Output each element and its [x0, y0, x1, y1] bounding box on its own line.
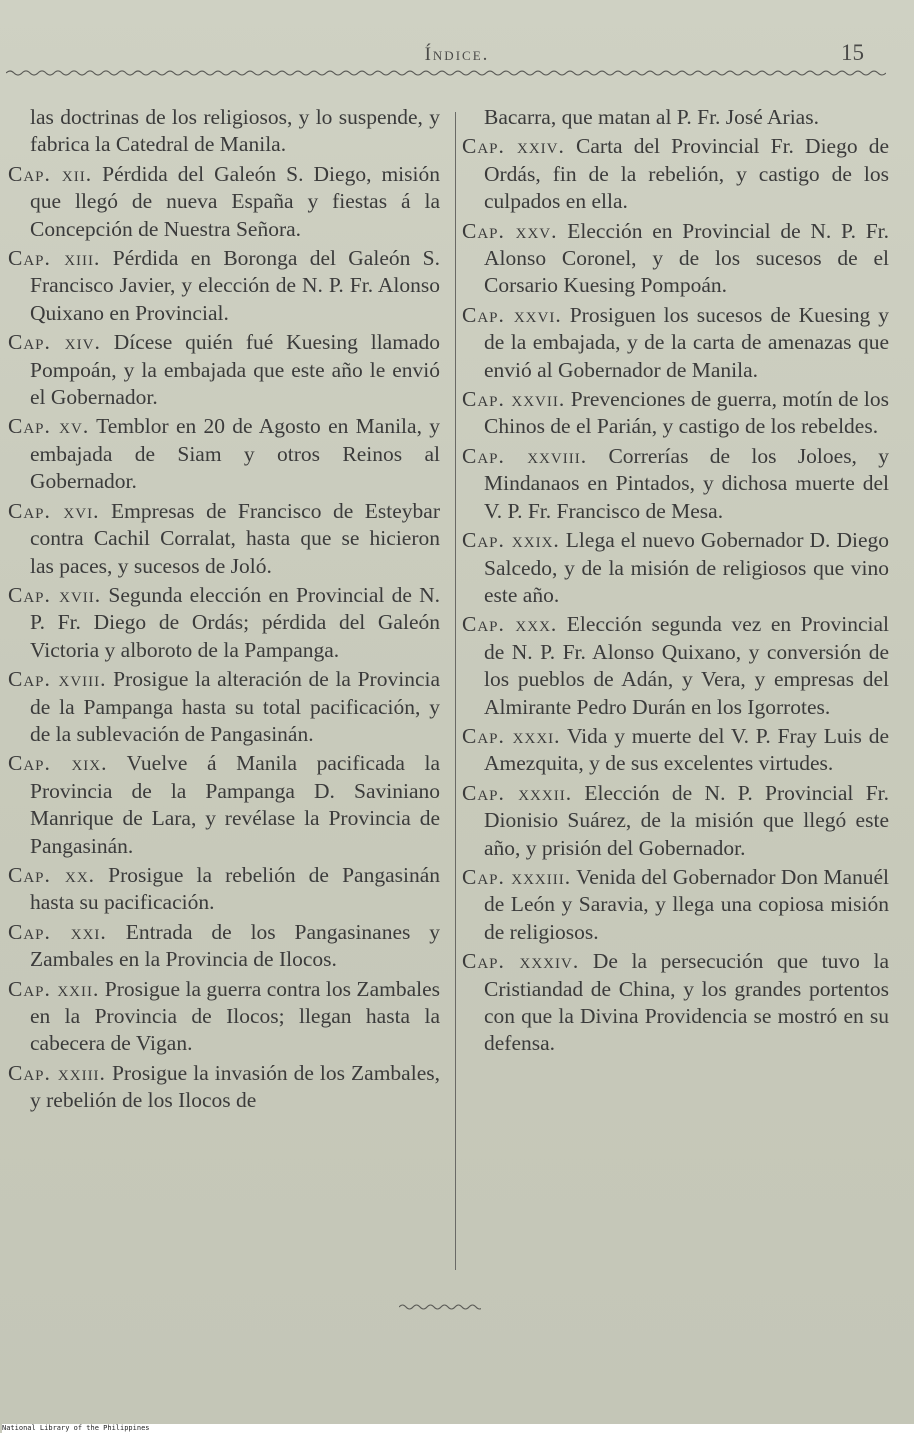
header-ornamental-rule	[6, 68, 886, 78]
chapter-label: Cap. xiii.	[8, 246, 101, 271]
index-entry	[8, 245, 441, 327]
chapter-label: Cap. xix.	[8, 751, 108, 776]
chapter-label: Cap. xviii.	[8, 667, 107, 692]
chapter-label: Cap. xxxiv.	[462, 949, 580, 974]
chapter-description: Elección en Provincial de N. P. Fr. Alonso Coronel, y de los sucesos de el Corsario Kuesing Pompoán.	[484, 218, 890, 298]
index-entry	[8, 862, 440, 917]
index-entry	[462, 611, 889, 721]
chapter-description: Prosigue la alteración de la Provincia de la Pampanga hasta su total pacificación, y de la sublevación de Pangasinán.	[30, 667, 440, 746]
chapter-label: Cap. xiv.	[8, 330, 101, 355]
chapter-label: Cap. xxi.	[8, 919, 107, 944]
chapter-label: Cap. xxxii.	[462, 780, 573, 805]
chapter-description: Segunda elección en Provincial de N. P. Fr. Diego de Ordás; pérdida del Galeón Victoria y alboroto de la Pampanga.	[30, 582, 441, 662]
index-entry	[462, 386, 889, 441]
index-entry	[8, 161, 440, 243]
chapter-label: Cap. xxiv.	[462, 134, 565, 159]
chapter-description: Venida del Gobernador Don Manuél de León y Saravia, y llega una copiosa misión de religiosos.	[484, 864, 890, 944]
chapter-description: Prosigue la invasión de los Zambales, y rebelión de los Ilocos de	[30, 1060, 440, 1113]
index-entry	[484, 104, 889, 131]
index-entry	[8, 498, 440, 580]
chapter-description: Temblor en 20 de Agosto en Manila, y embajada de Siam y otros Reinos al Gobernador.	[30, 414, 440, 494]
chapter-description: Llega el nuevo Gobernador D. Diego Salcedo, y de la misión de religiosos que vino este año.	[484, 528, 889, 607]
chapter-description: Pérdida en Boronga del Galeón S. Francisco Javier, y elección de N. P. Fr. Alonso Quixano en Provincial.	[30, 246, 441, 325]
chapter-label: Cap. xxii.	[8, 976, 100, 1001]
chapter-description: Bacarra, que matan al P. Fr. José Arias.	[484, 105, 819, 129]
chapter-description: Vuelve á Manila pacificada la Provincia de la Pampanga D. Saviniano Manrique de Lara, y revélase la Provincia de Pangasinán.	[30, 751, 440, 858]
right-column	[462, 104, 890, 1060]
page-number: 15	[841, 40, 864, 65]
chapter-description: Dícese quién fué Kuesing llamado Pompoán, y la embajada que este año le envió el Gobernador.	[30, 330, 440, 410]
chapter-description: las doctrinas de los religiosos, y lo suspende, y fabrica la Catedral de Manila.	[30, 105, 440, 157]
chapter-description: Prosiguen los sucesos de Kuesing y de la embajada, y de la carta de amenazas que envió al Gobernador de Manila.	[484, 302, 890, 382]
index-entry	[8, 1060, 440, 1115]
index-entry	[8, 329, 440, 411]
chapter-description: Correrías de los Joloes, y Mindanaos en Pintados, y dichosa muerte del V. P. Fr. Francisco de Mesa.	[484, 443, 890, 523]
chapter-description: Vida y muerte del V. P. Fray Luis de Amezquita, y de sus excelentes virtudes.	[484, 723, 889, 776]
chapter-label: Cap. xxxi.	[462, 723, 561, 748]
index-entry	[8, 750, 440, 860]
chapter-label: Cap. xvi.	[8, 498, 100, 523]
chapter-description: Prevenciones de guerra, motín de los Chinos de el Parián, y castigo de los rebeldes.	[484, 387, 889, 439]
chapter-label: Cap. xxxiii.	[462, 864, 572, 889]
chapter-label: Cap. xxix.	[462, 528, 560, 553]
running-header-title: Índice.	[424, 44, 490, 65]
chapter-description: Empresas de Francisco de Esteybar contra Cachil Corralat, hasta que se hicieron las paces, y sucesos de Joló.	[30, 498, 440, 578]
index-entry	[462, 948, 889, 1058]
left-column	[8, 104, 441, 1117]
index-entry	[462, 443, 890, 525]
index-entry	[462, 864, 890, 946]
index-entry	[462, 218, 890, 300]
library-credit: National Library of the Philippines	[2, 1424, 914, 1433]
index-entry	[462, 302, 890, 384]
index-entry	[462, 780, 890, 862]
chapter-label: Cap. xxv.	[462, 218, 558, 243]
index-entry	[462, 527, 889, 609]
index-entry	[8, 919, 440, 974]
chapter-description: Prosigue la rebelión de Pangasinán hasta su pacificación.	[30, 862, 440, 915]
index-entry	[8, 582, 441, 664]
footer-ornamental-rule	[399, 1302, 481, 1312]
chapter-label: Cap. xxvii.	[462, 387, 566, 412]
chapter-description: Prosigue la guerra contra los Zambales en la Provincia de Ilocos; llegan hasta la cabecera de Vigan.	[30, 976, 441, 1056]
chapter-label: Cap. xxx.	[462, 612, 558, 637]
chapter-label: Cap. xxvi.	[462, 302, 562, 327]
index-entry	[8, 413, 440, 495]
chapter-label: Cap. xvii.	[8, 582, 102, 607]
chapter-description: Elección segunda vez en Provincial de N. P. Fr. Alonso Quixano, y conversión de los pueblos de Adán, y Vera, y empresas del Almirante Pedro Durán en los Igorrotes.	[484, 612, 889, 719]
chapter-label: Cap. xv.	[8, 414, 90, 439]
chapter-description: De la persecución que tuvo la Cristiandad de China, y los grandes portentos con que la Divina Providencia se mostró en su defensa.	[484, 949, 889, 1056]
index-entry	[462, 133, 890, 215]
chapter-description: Entrada de los Pangasinanes y Zambales en la Provincia de Ilocos.	[30, 919, 440, 972]
index-entry	[30, 104, 440, 159]
index-entry	[8, 976, 441, 1058]
chapter-label: Cap. xxviii.	[462, 443, 588, 468]
chapter-label: Cap. xxiii.	[8, 1060, 106, 1085]
chapter-label: Cap. xii.	[8, 161, 93, 186]
chapter-description: Carta del Provincial Fr. Diego de Ordás, fin de la rebelión, y castigo de los culpados en ella.	[484, 134, 890, 214]
chapter-description: Elección de N. P. Provincial Fr. Dionisio Suárez, de la misión que llegó este año, y prisión del Gobernador.	[484, 780, 890, 860]
chapter-label: Cap. xx.	[8, 862, 96, 887]
index-entry	[8, 666, 440, 748]
column-divider	[455, 112, 456, 1270]
chapter-description: Pérdida del Galeón S. Diego, misión que llegó de nueva España y fiestas á la Concepción de Nuestra Señora.	[30, 161, 440, 241]
index-entry	[462, 723, 889, 778]
